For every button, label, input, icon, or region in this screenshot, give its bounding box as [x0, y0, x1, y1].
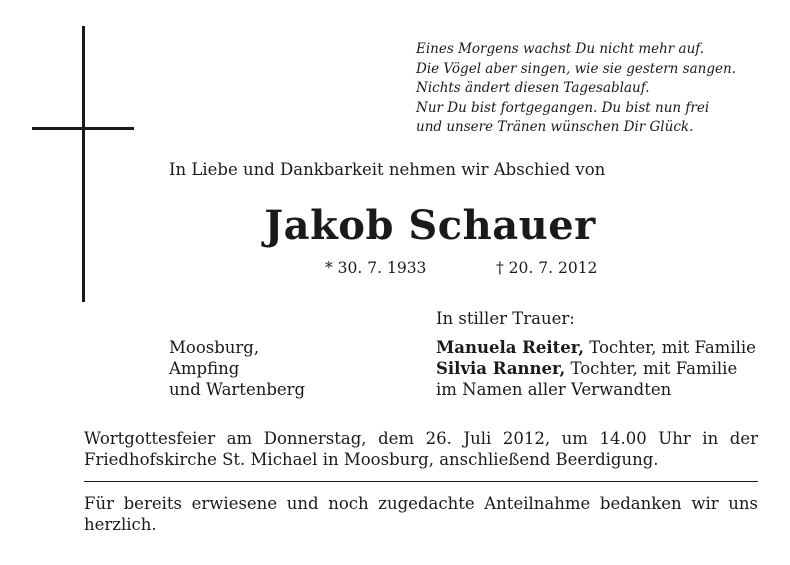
mourner-line [436, 358, 756, 379]
farewell-intro: In Liebe und Dankbarkeit nehmen wir Abschied von [169, 160, 606, 179]
poem-line: Eines Morgens wachst Du nicht mehr auf. [416, 41, 705, 57]
mourner-name: Manuela Reiter, [436, 338, 584, 357]
divider-line [84, 481, 758, 482]
birth-date: * 30. 7. 1933 [325, 259, 427, 277]
service-notice [84, 428, 758, 470]
thanks-notice [84, 493, 758, 535]
mourner-line [436, 337, 756, 358]
thanks-line: Für bereits erwiesene und noch zugedachte Anteilnahme bedanken wir uns [84, 494, 758, 513]
deceased-name: Jakob Schauer [264, 202, 596, 249]
mourning-label: In stiller Trauer: [436, 309, 575, 328]
mourner-relation: Tochter, mit Familie [583, 338, 756, 357]
places-list [169, 337, 305, 400]
service-line: Friedhofskirche St. Michael in Moosburg, anschließend Beerdigung. [84, 450, 659, 469]
place-line: Moosburg, [169, 338, 260, 357]
poem-line: und unsere Tränen wünschen Dir Glück. [416, 119, 694, 135]
place-line: und Wartenberg [169, 380, 306, 399]
cross-horizontal-bar [32, 127, 134, 130]
poem-line: Nur Du bist fortgegangen. Du bist nun frei [416, 99, 710, 116]
mourners-list [436, 337, 756, 400]
service-line: Wortgottesfeier am Donnerstag, dem 26. Juli 2012, um 14.00 Uhr in der [84, 429, 758, 448]
mourner-line [436, 379, 756, 400]
mourner-relation: im Namen aller Verwandten [436, 380, 672, 399]
poem-line: Die Vögel aber singen, wie sie gestern sangen. [416, 60, 736, 77]
poem-line: Nichts ändert diesen Tagesablauf. [416, 80, 650, 96]
mourner-relation: Tochter, mit Familie [565, 359, 738, 378]
mourner-name: Silvia Ranner, [436, 359, 566, 378]
death-date: † 20. 7. 2012 [496, 259, 598, 277]
poem [416, 40, 776, 138]
thanks-line: herzlich. [84, 515, 157, 534]
cross-vertical-bar [82, 26, 85, 302]
place-line: Ampfing [169, 359, 240, 378]
